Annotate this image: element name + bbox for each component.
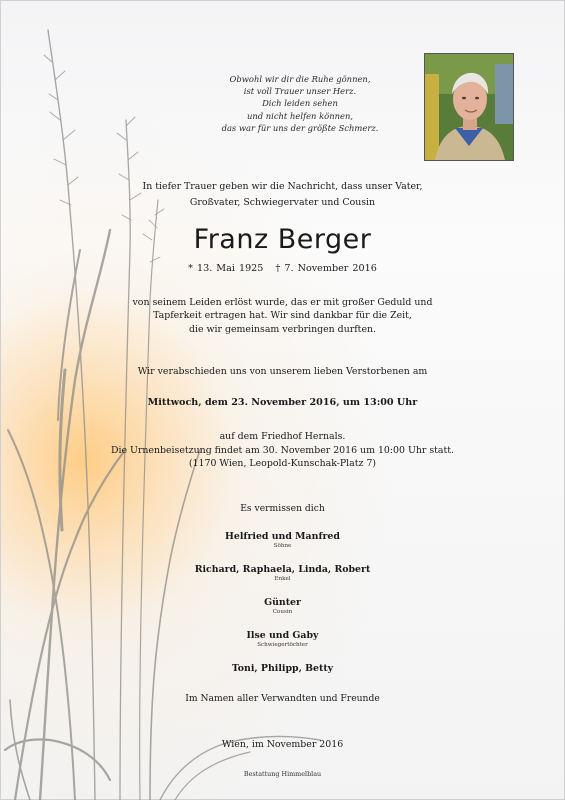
location-line: (1170 Wien, Leopold-Kunschak-Platz 7) [188,458,377,470]
missed-heading: Es vermissen dich [240,503,325,514]
mourner-relation: Enkel [274,576,291,582]
location-text [0,430,565,471]
passing-text [0,296,565,336]
mourners-list [0,531,565,675]
location-line: auf dem Friedhof Hernals. [219,431,346,442]
location-line: Die Urnenbeisetzung findet am 30. November 2016 um 10:00 Uhr statt. [110,444,455,456]
poem-line: ist voll Trauer unser Herz. [243,86,357,97]
deceased-name: Franz Berger [193,224,372,255]
place-date: Wien, im November 2016 [221,739,344,750]
portrait-photo [424,53,514,161]
poem-line: Obwohl wir dir die Ruhe gönnen, [229,74,371,84]
farewell-text: Wir verabschieden uns von unserem lieben Verstorbenen am [137,366,428,377]
mourner-name: Richard, Raphaela, Linda, Robert [194,564,371,575]
mourner-relation: Schwiegertöchter [257,642,308,648]
mourner-relation: Söhne [273,543,292,549]
poem-line: das war für uns der größte Schmerz. [221,122,379,133]
passing-line: Tapferkeit ertragen hat. Wir sind dankbar für die Zeit, [153,310,412,322]
undertaker-name: Bestattung Himmelblau [243,770,322,778]
intro-line: Großvater, Schwiegervater und Cousin [189,196,376,208]
passing-line: die wir gemeinsam verbringen durften. [188,323,377,335]
farewell-date: Mittwoch, dem 23. November 2016, um 13:00 Uhr [147,397,418,408]
passing-line: von seinem Leiden erlöst wurde, das er mit großer Geduld und [132,297,433,308]
poem-line: und nicht helfen können, [246,110,354,121]
poem [180,73,420,134]
mourner-name: Ilse und Gaby [246,630,319,641]
announcement-intro [0,179,565,210]
poem-line: Dich leiden sehen [262,98,338,109]
closing-text: Im Namen aller Verwandten und Freunde [185,693,380,704]
mourner-name: Günter [264,597,301,608]
life-dates: * 13. Mai 1925 † 7. November 2016 [188,263,377,274]
mourner-relation: Cousin [272,609,293,615]
mourner-name: Toni, Philipp, Betty [231,663,334,674]
intro-line: In tiefer Trauer geben wir die Nachricht, dass unser Vater, [142,181,423,192]
mourner-name: Helfried und Manfred [225,531,340,542]
